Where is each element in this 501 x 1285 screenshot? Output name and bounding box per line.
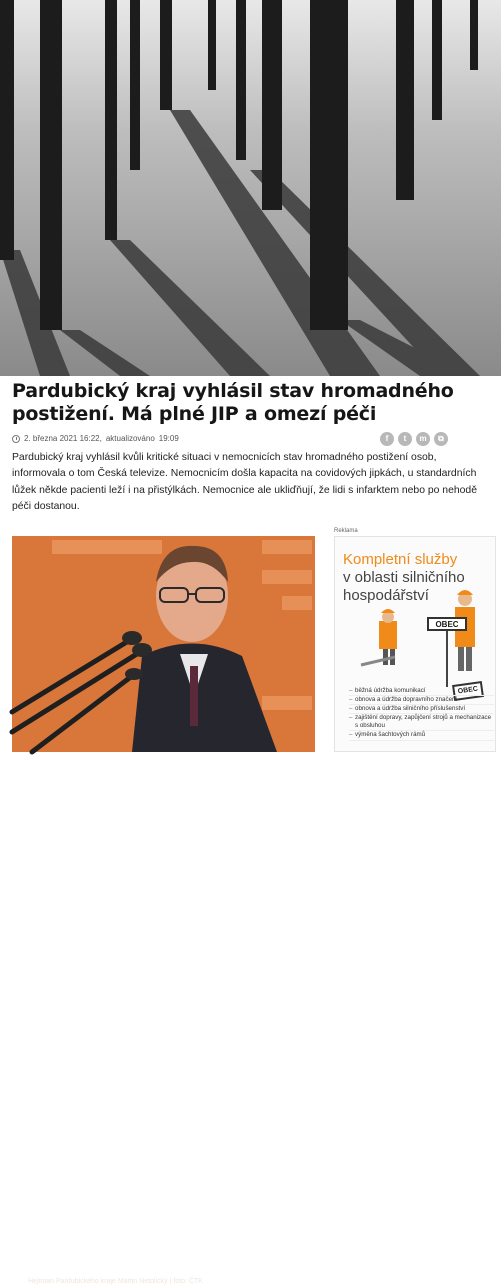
article-perex: Pardubický kraj vyhlásil kvůli kritické situaci v nemocnicích stav hromadného postižení osob, informovala o tom Česká televize. Nemocnicím došla kapacita na covidových jipkách, u standardních lůžek někde pacienti leží i na přistýlkách. Nemocnice ale ukliďňují, že lidi s infarktem nebo po nehodě péči dostanou. xyxy=(12,452,477,512)
updated-time: 19:09 xyxy=(158,434,179,443)
twitter-icon[interactable]: t xyxy=(398,432,412,446)
copy-link-icon[interactable]: ⧉ xyxy=(434,432,448,446)
article-meta xyxy=(12,434,179,443)
updated-label: aktualizováno xyxy=(105,434,155,443)
messenger-icon[interactable]: m xyxy=(416,432,430,446)
hero-image-forest xyxy=(0,0,501,376)
advertisement[interactable] xyxy=(334,536,496,752)
list-item: – obnova a údržba dopravního značení xyxy=(349,696,494,705)
ad-sign: OBEC xyxy=(427,617,467,631)
facebook-icon[interactable]: f xyxy=(380,432,394,446)
ad-service-list xyxy=(349,687,494,741)
share-bar xyxy=(380,432,448,446)
list-item: – výměna šachtových rámů xyxy=(349,731,494,740)
ad-headline-2: v oblasti silničního hospodářství xyxy=(343,569,465,604)
photo-caption: Hejtman Pardubického kraje Martin Netolický | foto: ČTK xyxy=(28,1278,203,1285)
clock-icon xyxy=(12,435,20,443)
ad-headline-1: Kompletní služby xyxy=(343,551,458,568)
list-item: – běžná údržba komunikací xyxy=(349,687,494,696)
list-item: – zajištění dopravy, zapůjčení strojů a mechanizace s obsluhou xyxy=(349,714,494,731)
article-date: 2. března 2021 16:22, xyxy=(24,434,102,443)
article-title: Pardubický kraj vyhlásil stav hromadného postižení. Má plné JIP a omezí péči xyxy=(12,380,454,425)
ad-sign-crossed: OBEC xyxy=(452,681,484,701)
list-item: – obnova a údržba silničního příslušenství xyxy=(349,705,494,714)
article-photo xyxy=(12,536,315,1285)
ad-label: Reklama xyxy=(334,528,358,534)
